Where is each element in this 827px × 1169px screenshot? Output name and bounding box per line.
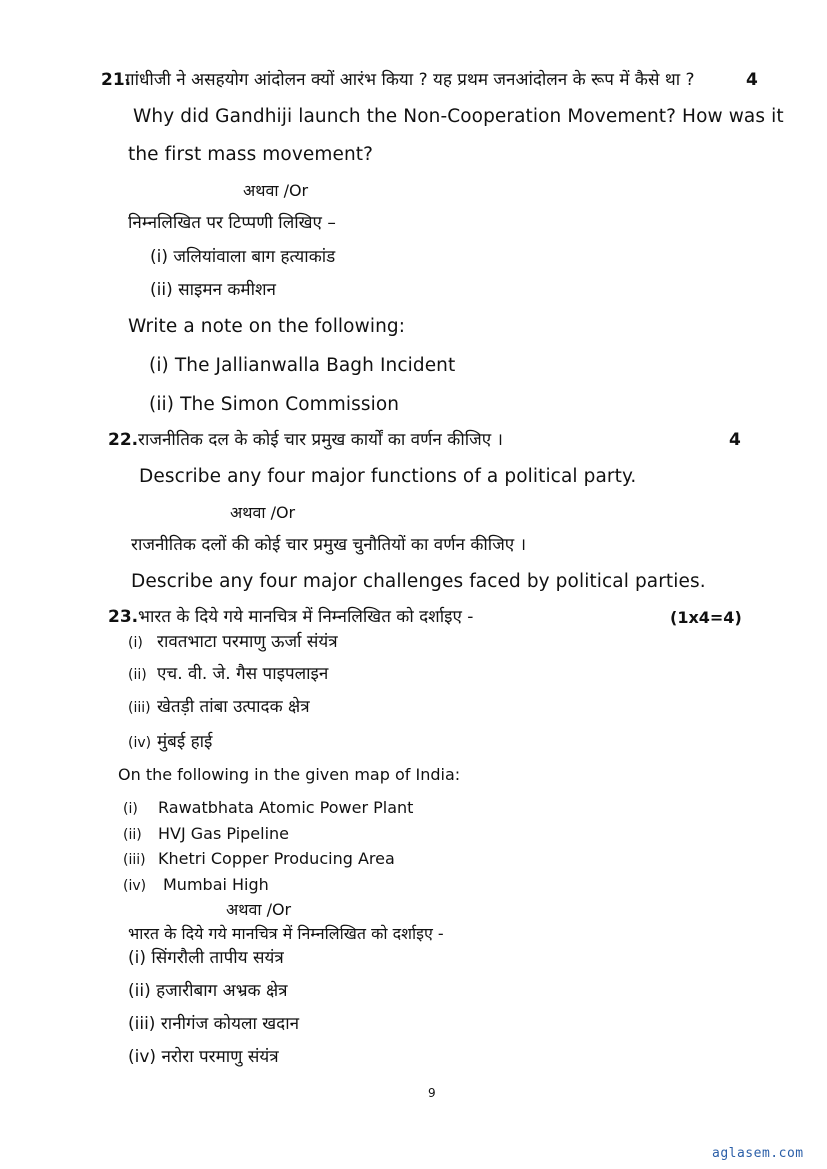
- item-number: (iii): [128, 700, 151, 716]
- q23-or: अथवा /Or: [226, 900, 292, 919]
- q22-alt-english: Describe any four major challenges faced by political parties.: [131, 571, 706, 592]
- item-text: एच. वी. जे. गैस पाइपलाइन: [157, 664, 329, 684]
- q23-hindi: भारत के दिये गये मानचित्र में निम्नलिखित को दर्शाइए -: [138, 607, 474, 627]
- q21-alt-hindi: निम्नलिखित पर टिप्पणी लिखिए –: [128, 213, 336, 233]
- q22-hindi: राजनीतिक दल के कोई चार प्रमुख कार्यों का वर्णन कीजिए ।: [138, 430, 503, 450]
- q23-english: On the following in the given map of India:: [118, 765, 461, 784]
- item-number: (i): [123, 801, 138, 817]
- item-text: मुंबई हाई: [157, 732, 213, 752]
- item-text: Khetri Copper Producing Area: [158, 849, 395, 868]
- item-text: खेतड़ी तांबा उत्पादक क्षेत्र: [157, 697, 310, 717]
- item-text: रावतभाटा परमाणु ऊर्जा संयंत्र: [157, 632, 338, 652]
- q23-alt-item: (ii) हजारीबाग अभ्रक क्षेत्र: [128, 981, 288, 1001]
- q23-alt-item: (iv) नरोरा परमाणु संयंत्र: [128, 1047, 279, 1067]
- q21-english-line1: Why did Gandhiji launch the Non-Cooperation Movement? How was it: [133, 106, 784, 127]
- q23-hindi-item: [128, 634, 338, 651]
- item-number: (i): [128, 635, 143, 651]
- q22-marks: 4: [729, 430, 741, 450]
- item-number: (ii): [123, 827, 142, 843]
- q22-english: Describe any four major functions of a political party.: [139, 466, 637, 487]
- q23-english-item: [123, 800, 413, 816]
- q21-marks: 4: [746, 70, 758, 90]
- q23-english-item: [123, 877, 269, 893]
- q23-marks: (1x4=4): [670, 608, 742, 627]
- item-number: (iv): [128, 735, 152, 751]
- q23-english-item: [123, 851, 395, 867]
- item-number: (ii): [128, 667, 147, 683]
- page-number: 9: [428, 1086, 436, 1100]
- q23-hindi-item: [128, 734, 212, 751]
- item-text: Mumbai High: [163, 875, 269, 894]
- q21-alt-english-item: (ii) The Simon Commission: [149, 394, 400, 415]
- q22-or: अथवा /Or: [230, 503, 296, 522]
- watermark: aglasem.com: [712, 1146, 804, 1161]
- q23-hindi-item: [128, 666, 328, 683]
- q23-alt-hindi: भारत के दिये गये मानचित्र में निम्नलिखित को दर्शाइए -: [128, 924, 444, 943]
- q23-alt-item: (iii) रानीगंज कोयला खदान: [128, 1014, 300, 1034]
- q21-alt-english-item: (i) The Jallianwalla Bagh Incident: [149, 355, 456, 376]
- q23-english-item: [123, 826, 289, 842]
- q21-alt-hindi-item: (ii) साइमन कमीशन: [150, 280, 276, 300]
- q21-number: 21.: [101, 70, 132, 90]
- q21-or: अथवा /Or: [243, 181, 309, 200]
- item-text: Rawatbhata Atomic Power Plant: [158, 798, 414, 817]
- q22-alt-hindi: राजनीतिक दलों की कोई चार प्रमुख चुनौतियों का वर्णन कीजिए ।: [131, 535, 527, 555]
- q21-alt-english: Write a note on the following:: [128, 316, 406, 337]
- item-number: (iv): [123, 878, 147, 894]
- q21-alt-hindi-item: (i) जलियांवाला बाग हत्याकांड: [150, 247, 336, 267]
- q23-hindi-item: [128, 699, 310, 716]
- q21-hindi: गांधीजी ने असहयोग आंदोलन क्यों आरंभ किया ? यह प्रथम जनआंदोलन के रूप में कैसे था ?: [125, 70, 695, 90]
- q22-number: 22.: [108, 430, 139, 450]
- item-number: (iii): [123, 852, 146, 868]
- q23-alt-item: (i) सिंगरौली तापीय सयंत्र: [128, 948, 284, 968]
- q21-english-line2: the first mass movement?: [128, 144, 374, 165]
- item-text: HVJ Gas Pipeline: [158, 824, 290, 843]
- q23-number: 23.: [108, 607, 139, 627]
